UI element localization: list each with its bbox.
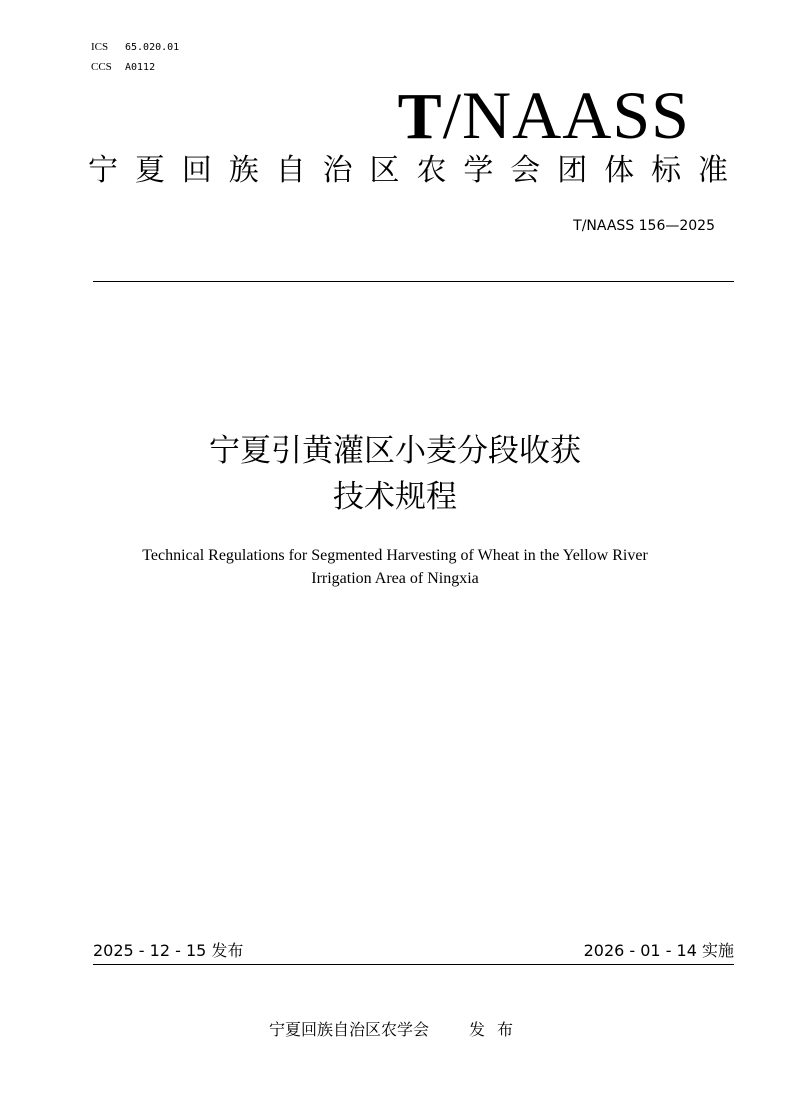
footer-divider — [93, 964, 734, 965]
title-en — [0, 544, 790, 590]
publisher-action: 发布 — [469, 1020, 526, 1039]
publisher-line — [269, 1019, 525, 1041]
ccs-code: A0112 — [125, 62, 156, 73]
title-zh-line2: 技术规程 — [333, 479, 457, 515]
issue-date: 2025 - 12 - 15 发布 — [93, 941, 244, 960]
org-title-char: 回 — [181, 153, 212, 188]
brand-t: T — [397, 80, 443, 153]
org-title-char: 族 — [228, 153, 259, 188]
brand-naass: NAASS — [462, 77, 690, 153]
ics-label: ICS — [91, 41, 109, 53]
title-zh-line1: 宁夏引黄灌区小麦分段收获 — [209, 433, 581, 469]
ics-line — [91, 40, 179, 55]
ccs-label: CCS — [91, 61, 112, 73]
publisher-name: 宁夏回族自治区农学会 — [269, 1020, 430, 1039]
standard-brand-logo — [397, 77, 690, 153]
title-en-line2: Irrigation Area of Ningxia — [311, 570, 479, 587]
ccs-line — [91, 60, 155, 75]
org-title-char: 治 — [322, 153, 353, 188]
org-title-char: 准 — [697, 153, 728, 188]
org-title-char: 体 — [604, 153, 635, 188]
org-title-char: 农 — [416, 153, 447, 188]
org-title-char: 夏 — [134, 153, 165, 188]
org-title-char: 标 — [651, 153, 682, 188]
org-title-char: 区 — [369, 153, 400, 188]
title-en-line1: Technical Regulations for Segmented Harvesting of Wheat in the Yellow River — [142, 547, 648, 564]
ics-code: 65.020.01 — [125, 42, 180, 53]
standard-number: T/NAASS 156—2025 — [573, 218, 715, 234]
org-standard-title — [88, 150, 728, 192]
org-title-char: 会 — [510, 153, 541, 188]
org-title-char: 学 — [463, 153, 494, 188]
brand-slash: / — [442, 80, 463, 153]
org-title-char: 自 — [275, 153, 306, 188]
header-divider — [93, 281, 734, 282]
org-title-char: 团 — [557, 153, 588, 188]
implementation-date: 2026 - 01 - 14 实施 — [583, 941, 734, 960]
org-title-char: 宁 — [88, 153, 118, 188]
